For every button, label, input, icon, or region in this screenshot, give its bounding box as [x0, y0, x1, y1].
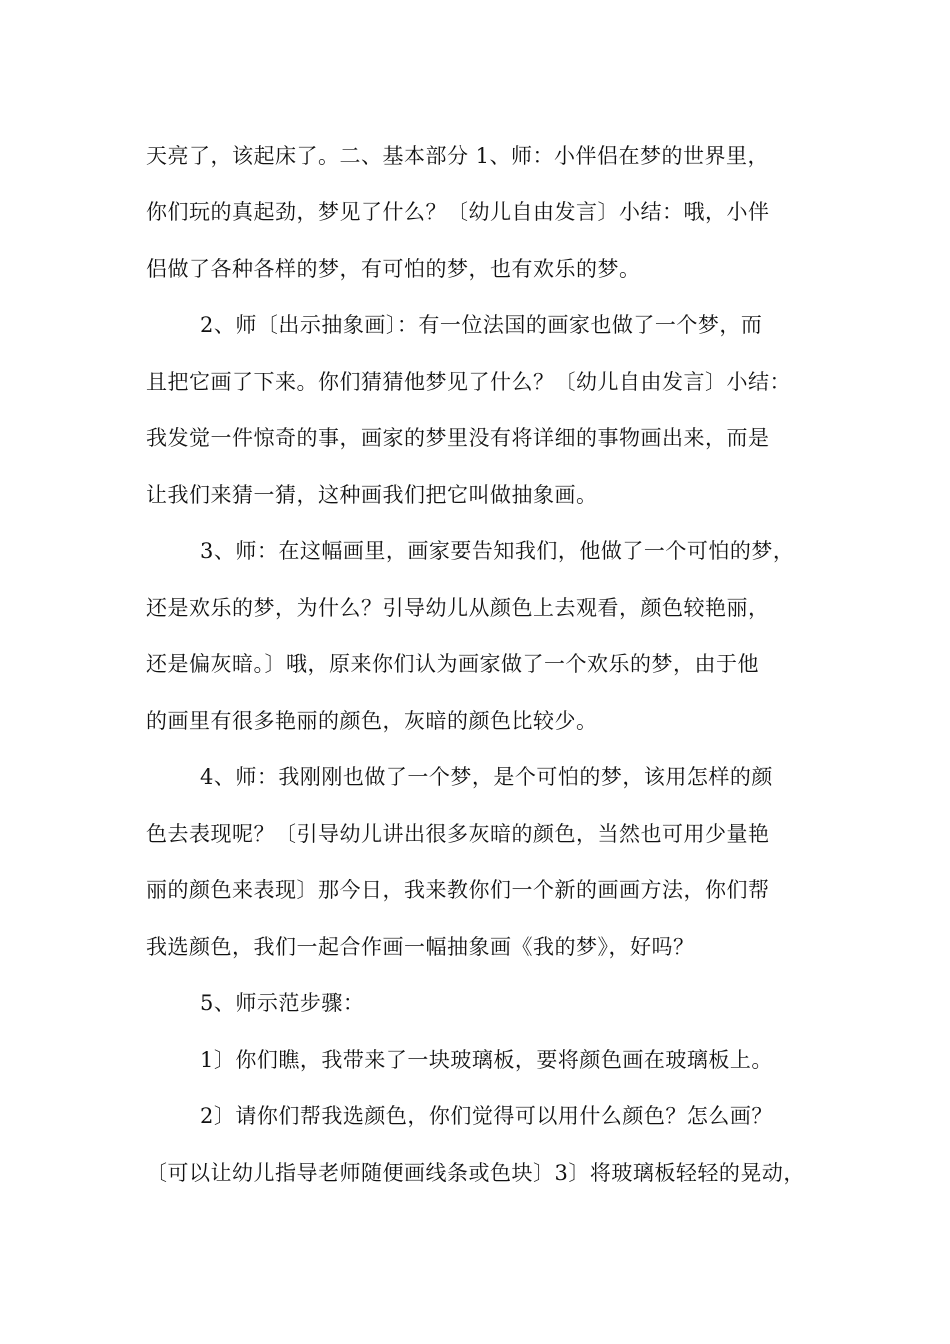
text-line: 且把它画了下来。你们猜猜他梦见了什么？〔幼儿自由发言〕小结：	[146, 370, 791, 394]
text-line: 5、师示范步骤：	[200, 991, 365, 1015]
text-line: 〔可以让幼儿指导老师随便画线条或色块〕3〕将玻璃板轻轻的晃动，	[146, 1161, 805, 1185]
text-line: 我发觉一件惊奇的事，画家的梦里没有将详细的事物画出来，而是	[146, 426, 770, 450]
text-line: 4、师：我刚刚也做了一个梦，是个可怕的梦，该用怎样的颜	[200, 765, 773, 789]
text-line: 我选颜色，我们一起合作画一幅抽象画《我的梦》，好吗？	[146, 935, 695, 959]
text-line: 还是偏灰暗。〕哦，原来你们认为画家做了一个欢乐的梦，由于他	[146, 652, 759, 676]
text-line: 2、师〔出示抽象画〕：有一位法国的画家也做了一个梦，而	[200, 313, 763, 337]
text-line: 色去表现呢？〔引导幼儿讲出很多灰暗的颜色，当然也可用少量艳	[146, 822, 770, 846]
text-line: 天亮了，该起床了。二、基本部分 1、师：小伴侣在梦的世界里，	[146, 144, 770, 168]
text-line: 丽的颜色来表现〕那今日，我来教你们一个新的画画方法，你们帮	[146, 878, 770, 902]
text-line: 还是欢乐的梦，为什么？引导幼儿从颜色上去观看，颜色较艳丽，	[146, 596, 770, 620]
text-line: 2〕请你们帮我选颜色，你们觉得可以用什么颜色？怎么画？	[200, 1104, 773, 1128]
text-line: 侣做了各种各样的梦，有可怕的梦，也有欢乐的梦。	[146, 257, 641, 281]
text-line: 的画里有很多艳丽的颜色，灰暗的颜色比较少。	[146, 709, 598, 733]
text-line: 1〕你们瞧，我带来了一块玻璃板，要将颜色画在玻璃板上。	[200, 1048, 773, 1072]
text-line: 你们玩的真起劲，梦见了什么？〔幼儿自由发言〕小结：哦，小伴	[146, 200, 770, 224]
text-line: 3、师：在这幅画里，画家要告知我们，他做了一个可怕的梦，	[200, 539, 795, 563]
text-line: 让我们来猜一猜，这种画我们把它叫做抽象画。	[146, 483, 598, 507]
